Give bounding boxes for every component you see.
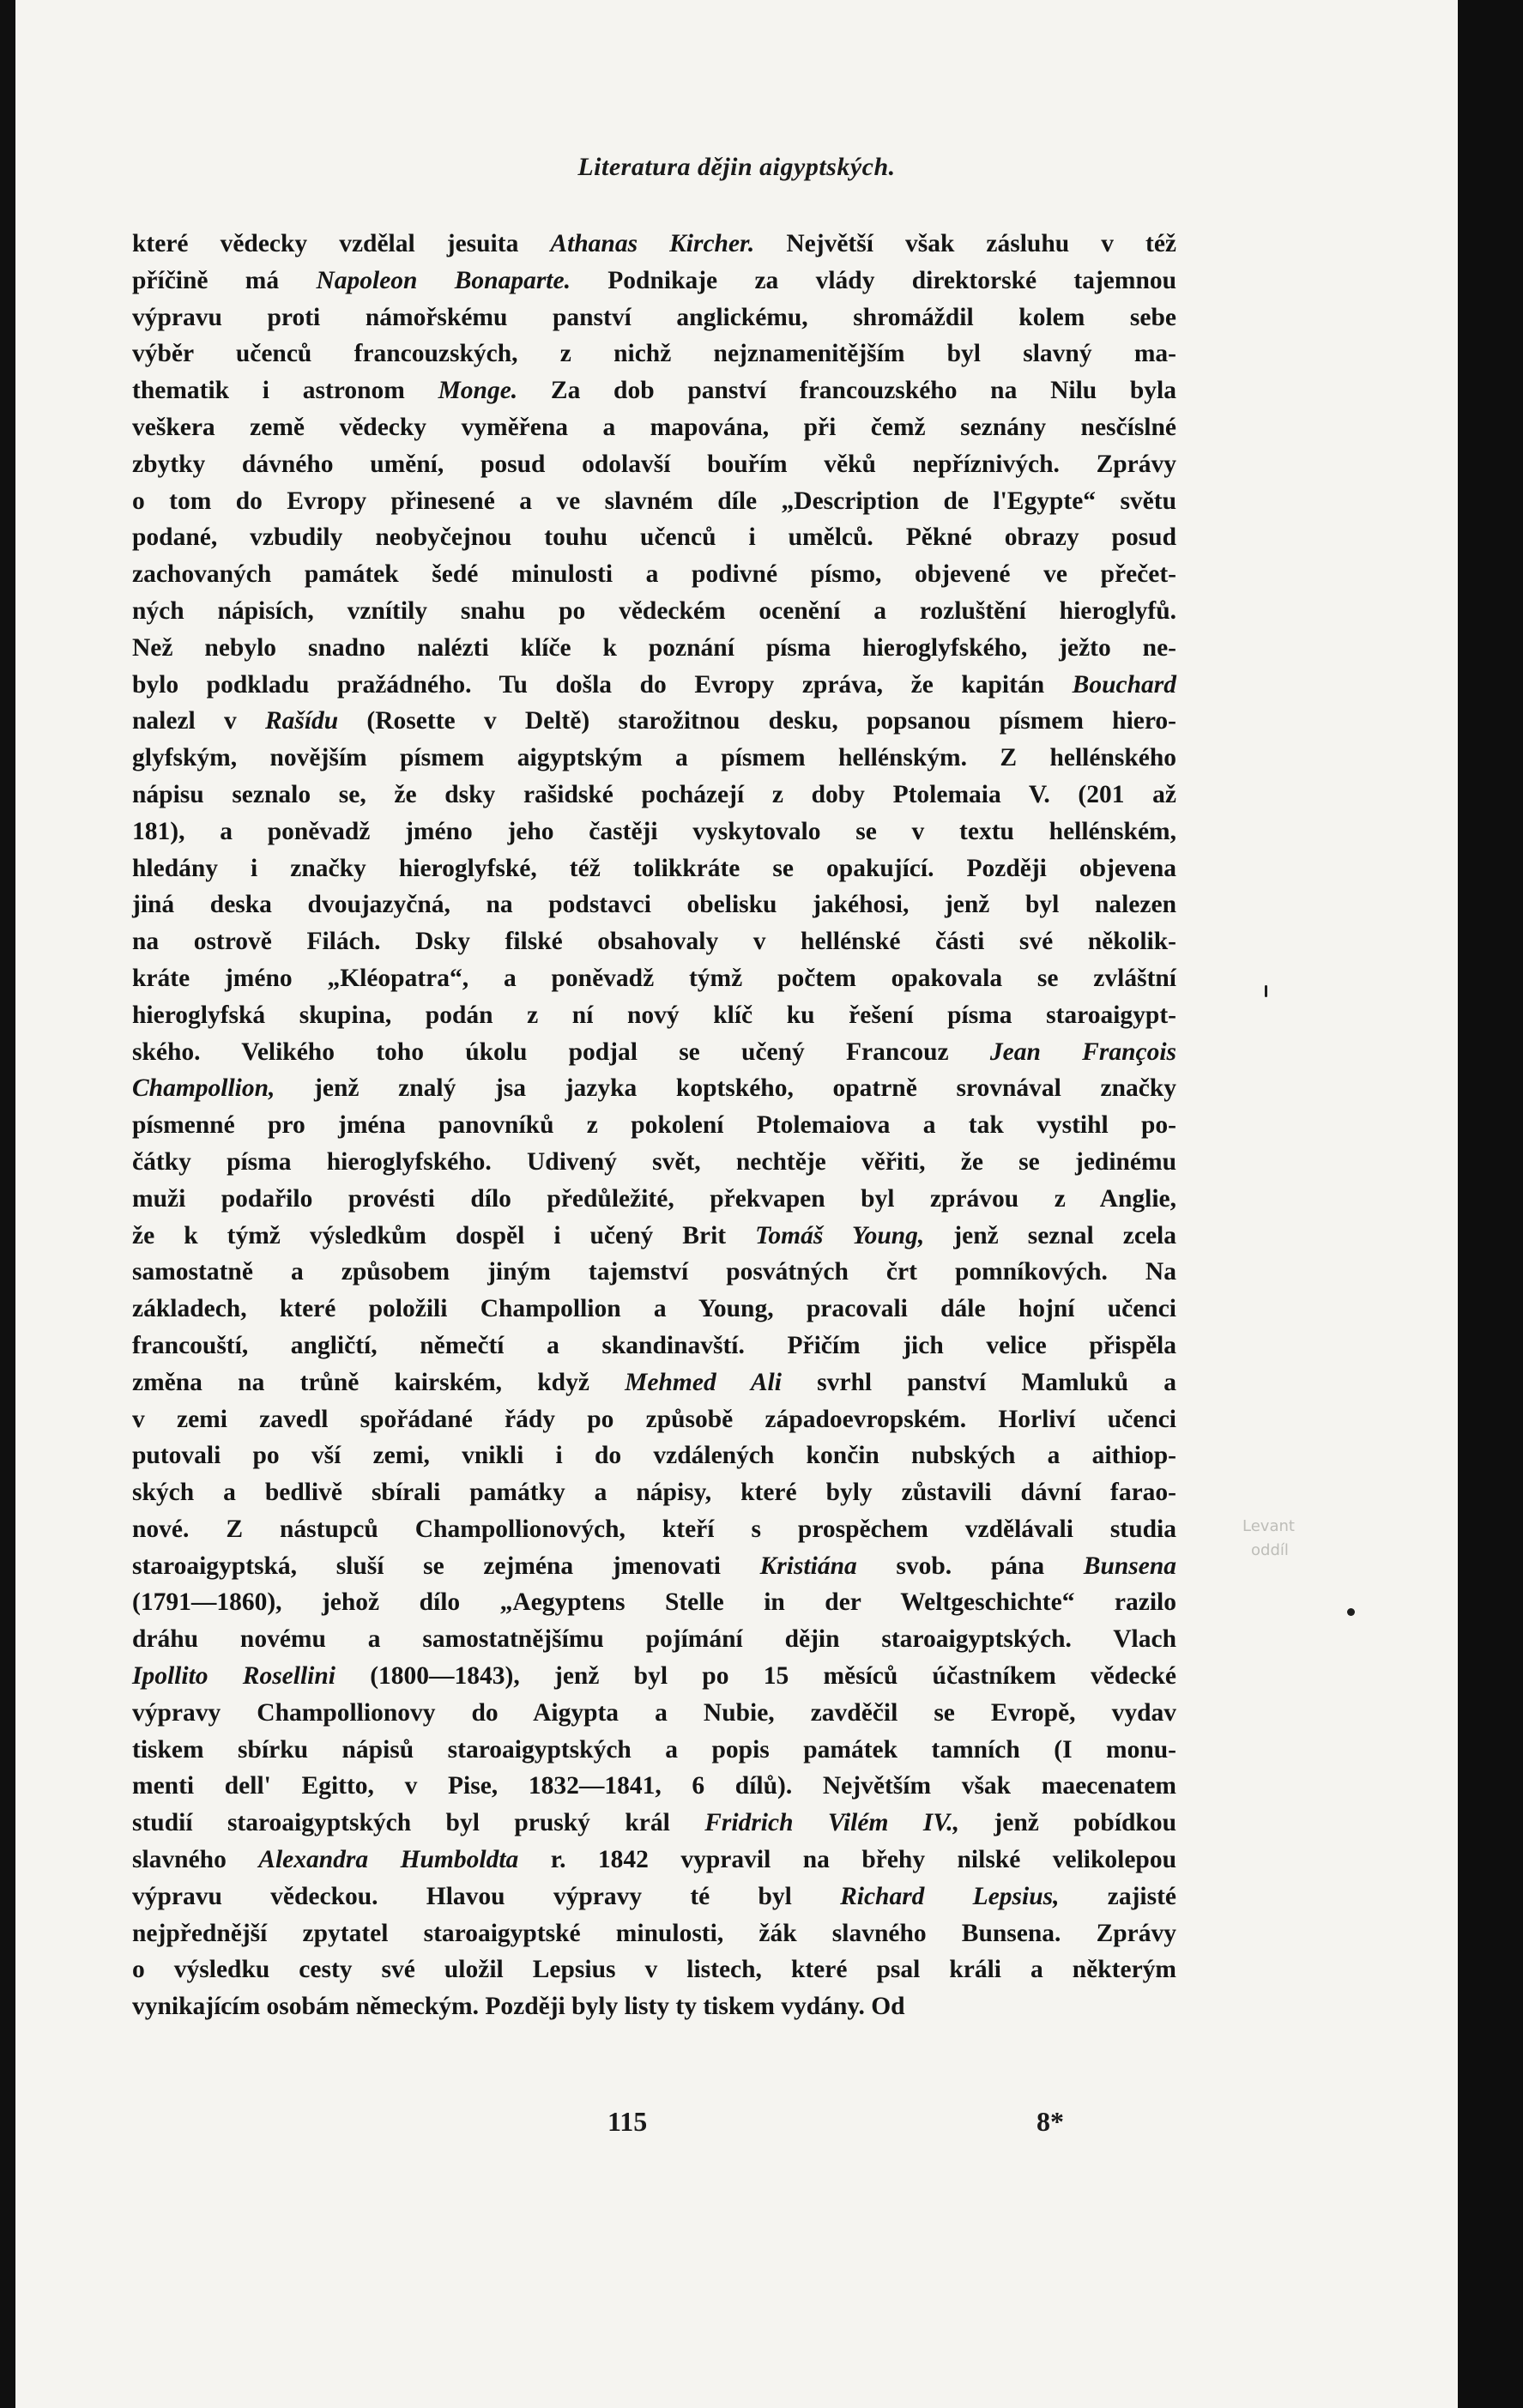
italic-name: Fridrich Vilém IV., bbox=[704, 1809, 959, 1837]
italic-name: Champollion, bbox=[132, 1074, 275, 1103]
text-line bbox=[132, 1879, 1176, 1915]
italic-name: Mehmed Ali bbox=[625, 1368, 782, 1396]
text-run: vynikajícím osobám německým. Později byly listy ty tiskem vydány. Od bbox=[132, 1993, 905, 2021]
text-line bbox=[132, 1107, 1176, 1144]
text-line bbox=[132, 960, 1176, 997]
text-line bbox=[132, 1842, 1176, 1879]
italic-name: Bunsena bbox=[1083, 1552, 1177, 1580]
text-run: bylo podkladu pražádného. Tu došla do Evropy zpráva, že kapitán bbox=[132, 670, 1073, 699]
text-run: jiná deska dvoujazyčná, na podstavci obelisku jakéhosi, jenž byl nalezen bbox=[132, 891, 1176, 919]
text-run: zachovaných památek šedé minulosti a podivné písmo, objevené ve přečet- bbox=[132, 560, 1176, 589]
text-run: základech, které položili Champollion a Young, pracovali dále hojní učenci bbox=[132, 1295, 1176, 1323]
text-line bbox=[132, 1474, 1176, 1511]
text-run: Než nebylo snadno nalézti klíče k poznání písma hieroglyfského, ježto ne- bbox=[132, 633, 1176, 662]
text-line bbox=[132, 850, 1176, 887]
italic-name: Kristiána bbox=[759, 1552, 857, 1580]
text-run: muži podařilo provésti dílo předůležité, překvapen byl zprávou z Anglie, bbox=[132, 1184, 1176, 1213]
text-line bbox=[132, 1805, 1176, 1842]
text-line bbox=[132, 372, 1176, 409]
text-run: písmenné pro jména panovníků z pokolení Ptolemaiova a tak vystihl po- bbox=[132, 1111, 1176, 1140]
text-run: veškera země vědecky vyměřena a mapována, při čemž seznány nesčíslné bbox=[132, 413, 1176, 441]
text-line bbox=[132, 1218, 1176, 1255]
text-line bbox=[132, 336, 1176, 372]
text-run: příčině má bbox=[132, 266, 317, 294]
text-run: nápisu seznalo se, že dsky rašidské pocházejí z doby Ptolemaia V. (201 až bbox=[132, 780, 1176, 808]
text-line bbox=[132, 1658, 1176, 1695]
text-run: ských a bedlivě sbírali památky a nápisy, které byly zůstavili dávní farao- bbox=[132, 1479, 1176, 1507]
scan-border bbox=[1458, 0, 1523, 2408]
text-line bbox=[132, 1254, 1176, 1291]
text-run: ského. Velikého toho úkolu podjal se učený Francouz bbox=[132, 1038, 990, 1066]
text-run: (1791—1860), jehož dílo „Aegyptens Stelle in der Weltgeschichte“ razilo bbox=[132, 1588, 1176, 1617]
text-line bbox=[132, 263, 1176, 299]
text-run: r. 1842 vypravil na břehy nilské velikolepou bbox=[518, 1846, 1176, 1874]
text-run: že k týmž výsledkům dospěl i učený Brit bbox=[132, 1221, 756, 1249]
italic-name: Rašídu bbox=[264, 707, 339, 735]
text-run: svrhl panství Mamluků a bbox=[781, 1368, 1176, 1396]
text-line bbox=[132, 299, 1176, 336]
text-line bbox=[132, 1181, 1176, 1218]
ink-speck bbox=[1265, 985, 1267, 997]
text-line bbox=[132, 814, 1176, 850]
text-line bbox=[132, 1364, 1176, 1401]
text-run: Podnikaje za vlády direktorské tajemnou bbox=[570, 266, 1177, 294]
text-run: výpravu proti námořskému panství anglickému, shromáždil kolem sebe bbox=[132, 303, 1176, 331]
text-run: zajisté bbox=[1059, 1882, 1176, 1910]
text-run: glyfským, novějším písmem aigyptským a písmem hellénským. Z hellénského bbox=[132, 744, 1176, 772]
italic-name: Athanas Kircher. bbox=[550, 230, 755, 257]
text-run: francouští, angličtí, němečtí a skandinavští. Přičím jich velice přispěla bbox=[132, 1331, 1176, 1359]
text-run: dráhu novému a samostatnějšímu pojímání dějin staroaigyptských. Vlach bbox=[132, 1625, 1176, 1654]
text-line bbox=[132, 409, 1176, 446]
italic-name: Tomáš Young, bbox=[755, 1221, 925, 1249]
text-run: jenž pobídkou bbox=[958, 1809, 1176, 1837]
text-run: jenž seznal zcela bbox=[924, 1221, 1176, 1249]
text-run: výběr učenců francouzských, z nichž nejznamenitějším byl slavný ma- bbox=[132, 340, 1176, 368]
text-run: (1800—1843), jenž byl po 15 měsíců účastníkem vědecké bbox=[335, 1662, 1176, 1691]
text-run: hieroglyfská skupina, podán z ní nový klíč ku řešení písma staroaigypt- bbox=[132, 1001, 1176, 1029]
text-run: 181), a poněvadž jméno jeho častěji vyskytovalo se v textu hellénském, bbox=[132, 817, 1176, 845]
text-line bbox=[132, 593, 1176, 630]
text-run: na ostrově Filách. Dsky filské obsahovaly v hellénské části své několik- bbox=[132, 928, 1176, 956]
text-run: v zemi zavedl spořádané řády po způsobě západoevropském. Horliví učenci bbox=[132, 1405, 1176, 1433]
text-line bbox=[132, 1034, 1176, 1071]
text-run: podané, vzbudily neobyčejnou touhu učenců i umělců. Pěkné obrazy posud bbox=[132, 523, 1176, 552]
text-line bbox=[132, 1951, 1176, 1988]
text-run: staroaigyptská, sluší se zejména jmenovati bbox=[132, 1552, 760, 1580]
text-run: slavného bbox=[132, 1846, 259, 1874]
text-line bbox=[132, 1621, 1176, 1658]
text-line bbox=[132, 923, 1176, 960]
text-line bbox=[132, 1070, 1176, 1107]
text-run: nejpřednější zpytatel staroaigyptské minulosti, žák slavného Bunsena. Zprávy bbox=[132, 1919, 1176, 1947]
italic-name: Ipollito Rosellini bbox=[132, 1662, 335, 1691]
text-run: samostatně a způsobem jiným tajemství posvátných črt pomníkových. Na bbox=[132, 1258, 1176, 1286]
text-line bbox=[132, 667, 1176, 704]
italic-name: Alexandra Humboldta bbox=[258, 1846, 519, 1874]
text-line bbox=[132, 703, 1176, 740]
text-line bbox=[132, 1437, 1176, 1474]
body-text bbox=[132, 226, 1176, 2025]
text-run: menti dell' Egitto, v Pise, 1832—1841, 6 dílů). Největším však maecenatem bbox=[132, 1772, 1176, 1800]
text-line bbox=[132, 556, 1176, 593]
text-line bbox=[132, 446, 1176, 483]
book-page bbox=[15, 0, 1458, 2408]
bleed-through-text: oddíl bbox=[1251, 1541, 1289, 1559]
text-line bbox=[132, 997, 1176, 1034]
text-line bbox=[132, 1401, 1176, 1438]
text-run: nové. Z nástupců Champollionových, kteří s prospěchem vzdělávali studia bbox=[132, 1515, 1176, 1543]
text-run: svob. pána bbox=[856, 1552, 1084, 1580]
text-run: (Rosette v Deltě) starožitnou desku, popsanou písmem hiero- bbox=[338, 707, 1176, 735]
page-number: 115 bbox=[607, 2106, 648, 2137]
text-run: zbytky dávného umění, posud odolavší bouřím věků nepříznivých. Zprávy bbox=[132, 450, 1176, 478]
text-line bbox=[132, 519, 1176, 556]
text-run: o tom do Evropy přinesené a ve slavném díle „Description de l'Egypte“ světu bbox=[132, 487, 1176, 515]
text-line bbox=[132, 483, 1176, 520]
text-run: které vědecky vzdělal jesuita bbox=[132, 230, 551, 257]
signature-mark: 8* bbox=[1036, 2106, 1064, 2137]
text-run: Největší však zásluhu v též bbox=[754, 230, 1177, 257]
bleed-through-text: Levant bbox=[1242, 1517, 1295, 1535]
text-line bbox=[132, 1695, 1176, 1732]
italic-name: Bouchard bbox=[1072, 670, 1176, 699]
italic-name: Monge. bbox=[438, 377, 518, 405]
text-line bbox=[132, 1732, 1176, 1769]
text-line bbox=[132, 1144, 1176, 1181]
text-run: putovali po vší zemi, vnikli i do vzdálených končin nubských a aithiop- bbox=[132, 1442, 1176, 1470]
ink-speck bbox=[1347, 1608, 1355, 1616]
text-line bbox=[132, 740, 1176, 777]
running-header: Literatura dějin aigyptských. bbox=[577, 153, 896, 181]
text-run: jenž znalý jsa jazyka koptského, opatrně srovnával značky bbox=[275, 1074, 1176, 1103]
text-line bbox=[132, 630, 1176, 667]
italic-name: Jean François bbox=[989, 1038, 1176, 1066]
text-run: studií staroaigyptských byl pruský král bbox=[132, 1809, 705, 1837]
text-line bbox=[132, 1291, 1176, 1328]
text-line bbox=[132, 1768, 1176, 1805]
text-run: thematik i astronom bbox=[132, 377, 438, 405]
text-line bbox=[132, 226, 1176, 263]
text-run: výpravy Champollionovy do Aigypta a Nubie, zavděčil se Evropě, vydav bbox=[132, 1698, 1176, 1727]
text-run: výpravu vědeckou. Hlavou výpravy té byl bbox=[132, 1882, 841, 1910]
text-line bbox=[132, 1328, 1176, 1364]
text-run: o výsledku cesty své uložil Lepsius v listech, které psal králi a některým bbox=[132, 1956, 1176, 1984]
text-run: nalezl v bbox=[132, 707, 265, 735]
text-run: tiskem sbírku nápisů staroaigyptských a popis památek tamních (I monu- bbox=[132, 1735, 1176, 1764]
text-line bbox=[132, 1548, 1176, 1585]
text-run: hledány i značky hieroglyfské, též tolikkráte se opakující. Později objevena bbox=[132, 854, 1176, 882]
text-line bbox=[132, 1915, 1176, 1952]
italic-name: Richard Lepsius, bbox=[840, 1882, 1060, 1910]
text-line bbox=[132, 886, 1176, 923]
text-line bbox=[132, 1584, 1176, 1621]
text-line bbox=[132, 777, 1176, 814]
text-line bbox=[132, 1511, 1176, 1548]
italic-name: Napoleon Bonaparte. bbox=[316, 266, 571, 294]
text-run: Za dob panství francouzského na Nilu byla bbox=[517, 377, 1176, 405]
text-line bbox=[132, 1988, 1176, 2025]
text-run: kráte jméno „Kléopatra“, a poněvadž týmž počtem opakovala se zvláštní bbox=[132, 964, 1176, 992]
text-run: ných nápisích, vznítily snahu po vědeckém ocenění a rozluštění hieroglyfů. bbox=[132, 596, 1176, 625]
text-run: změna na trůně kairském, když bbox=[132, 1368, 626, 1396]
text-run: čátky písma hieroglyfského. Udivený svět, nechtěje věřiti, že se jedinému bbox=[132, 1147, 1176, 1176]
